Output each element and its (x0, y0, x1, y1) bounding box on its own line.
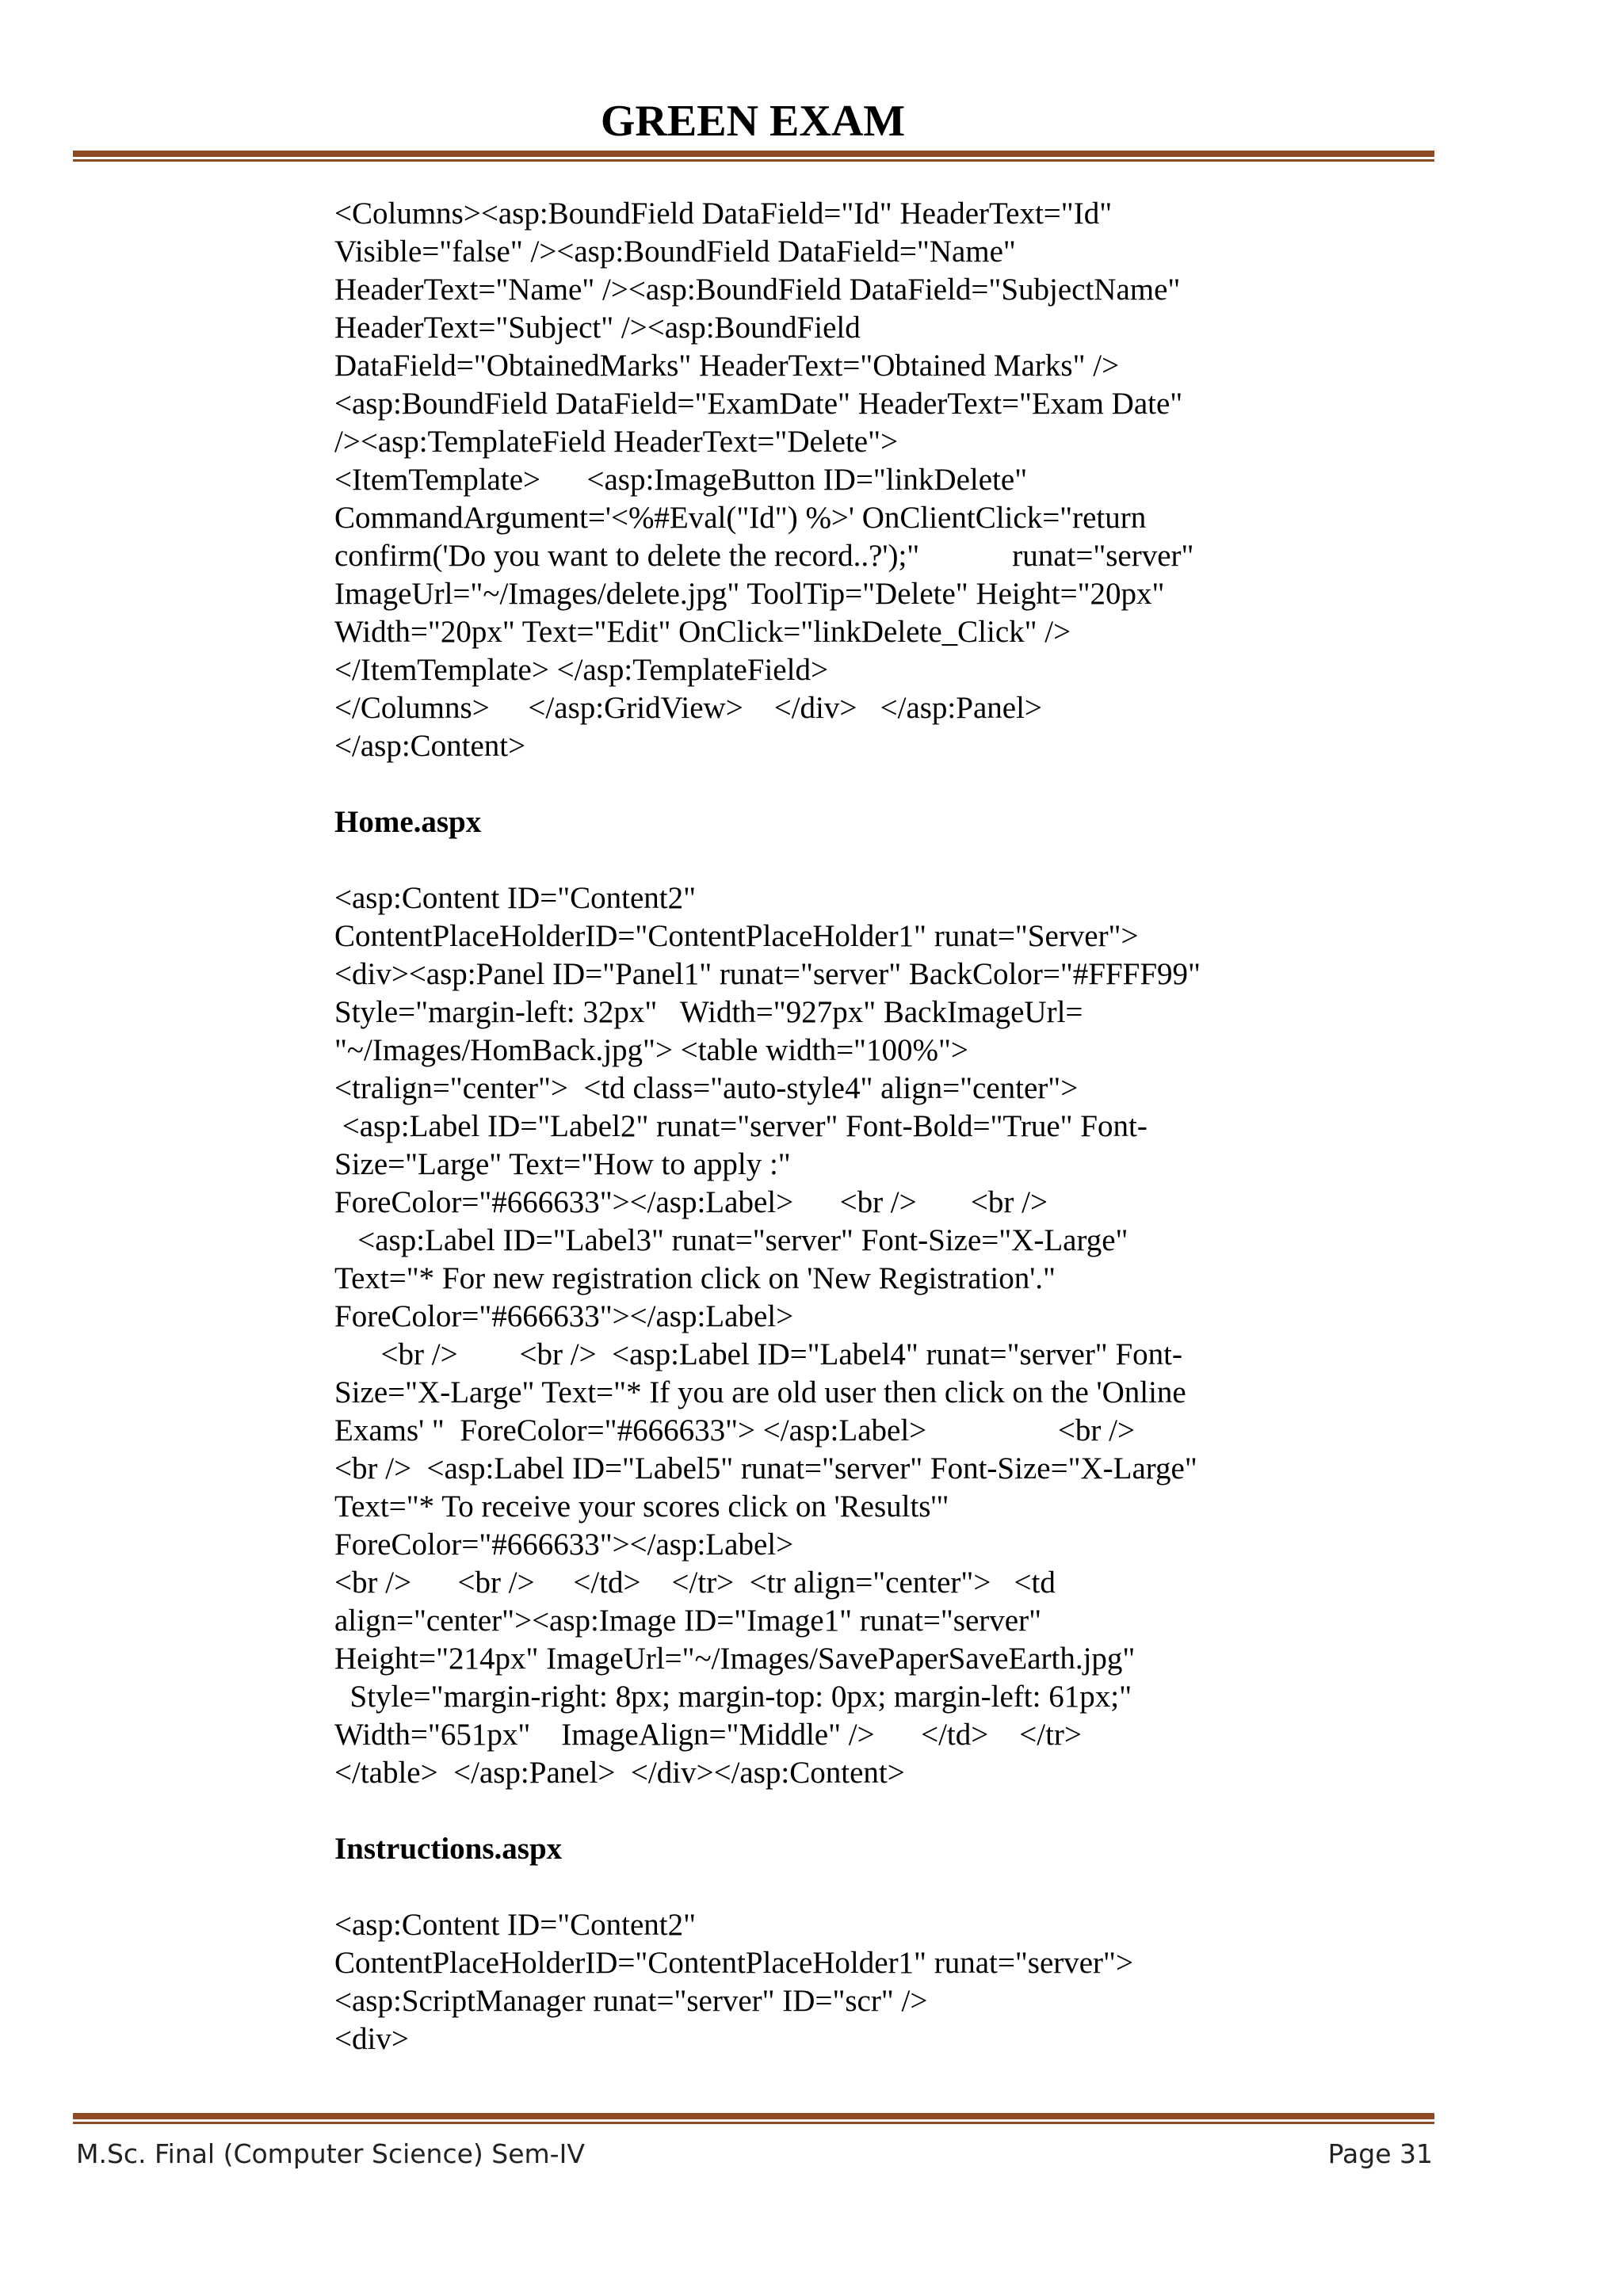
section-heading-instructions: Instructions.aspx (334, 1832, 563, 1866)
page-title: GREEN EXAM (600, 97, 906, 146)
footer-course-label: M.Sc. Final (Computer Science) Sem-IV (76, 2138, 585, 2169)
footer-page-number: Page 31 (1327, 2138, 1433, 2169)
section-heading-home: Home.aspx (334, 805, 482, 839)
footer-divider (73, 2113, 1434, 2124)
code-block-gridview-columns: <Columns><asp:BoundField DataField="Id" HeaderText="Id" Visible="false" /><asp:BoundField DataField="Name" HeaderText="Name" /><asp:BoundField DataField="SubjectName" HeaderText="Subject" /><asp:BoundField DataField="ObtainedMarks" HeaderText="Obtained Marks" /> <asp:BoundField DataField="ExamDate" HeaderText="Exam Date" /><asp:TemplateField HeaderText="Delete"> <ItemTemplate> <asp:ImageButton ID="linkDelete" CommandArgument='<%#Eval("Id") %>' OnClientClick="return confirm('Do you want to delete the record..?');" runat="server" ImageUrl="~/Images/delete.jpg" ToolTip="Delete" Height="20px" Width="20px" Text="Edit" OnClick="linkDelete_Click" /> </ItemTemplate> </asp:TemplateField> </Columns> </asp:GridView> </div> </asp:Panel> </asp:Content> (334, 196, 1194, 763)
code-block-instructions: <asp:Content ID="Content2" ContentPlaceHolderID="ContentPlaceHolder1" runat="server"> <asp:ScriptManager runat="server" ID="scr" /> <div> (334, 1908, 1133, 2056)
header-divider (73, 151, 1434, 162)
code-block-home: <asp:Content ID="Content2" ContentPlaceHolderID="ContentPlaceHolder1" runat="Server"> <div><asp:Panel ID="Panel1" runat="server" BackColor="#FFFF99" Style="margin-left: 32px" Width="927px" BackImageUrl= "~/Images/HomBack.jpg"> <table width="100%"> <tralign="center"> <td class="auto-style4" align="center"> <asp:Label ID="Label2" runat="server" Font-Bold="True" Font- Size="Large" Text="How to apply :" ForeColor="#666633"></asp:Label> <br /> <br /> <asp:Label ID="Label3" runat="server" Font-Size="X-Large" Text="* For new registration click on 'New Registration'." ForeColor="#666633"></asp:Label> <br /> <br /> <asp:Label ID="Label4" runat="server" Font- Size="X-Large" Text="* If you are old user then click on the 'Online Exams' " ForeColor="#666633"> </asp:Label> <br /> <br /> <asp:Label ID="Label5" runat="server" Font-Size="X-Large" Text="* To receive your scores click on 'Results'" ForeColor="#666633"></asp:Label> <br /> <br /> </td> </tr> <tr align="center"> <td align="center"><asp:Image ID="Image1" runat="server" Height="214px" ImageUrl="~/Images/SavePaperSaveEarth.jpg" Style="margin-right: 8px; margin-top: 0px; margin-left: 61px;" Width="651px" ImageAlign="Middle" /> </td> </tr> </table> </asp:Panel> </div></asp:Content> (334, 881, 1201, 1790)
document-body (334, 195, 1381, 2058)
